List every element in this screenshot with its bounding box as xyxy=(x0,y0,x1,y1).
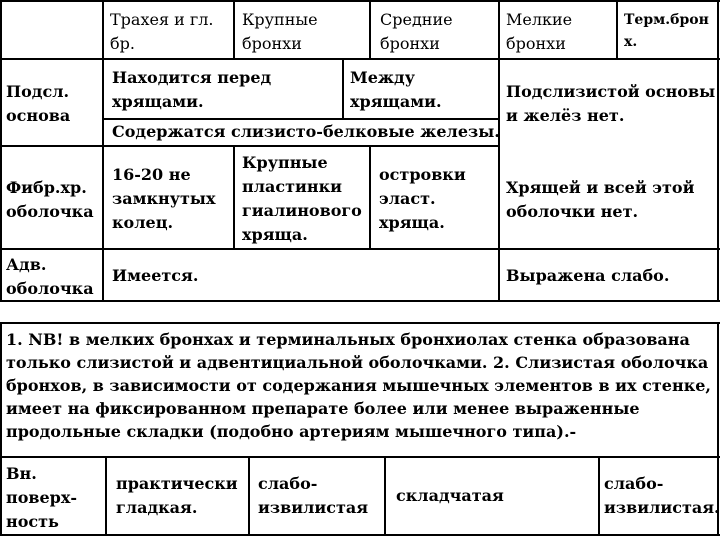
cell-submucosa-medium: Между хрящами. xyxy=(350,68,442,111)
header-small-bronchi: Мелкие бронхи xyxy=(506,10,573,53)
cell-inner-surface-large: слабо- извилистая xyxy=(258,474,369,517)
header-trachea: Трахея и гл. бр. xyxy=(110,10,214,53)
row-label-submucosa: Подсл. основа xyxy=(6,82,71,125)
row-label-fibrocartilaginous: Фибр.хр. оболочка xyxy=(6,178,94,221)
cell-submucosa-glands: Содержатся слизисто-белковые железы. xyxy=(112,122,500,141)
cell-fibrocart-small-term: Хрящей и всей этой оболочки нет. xyxy=(506,178,695,221)
header-medium-bronchi: Средние бронхи xyxy=(380,10,453,53)
cell-adventitia-present: Имеется. xyxy=(112,266,199,285)
cell-inner-surface-small-term: слабо- извилистая. xyxy=(604,474,720,517)
cell-submucosa-trachea-large: Находится перед хрящами. xyxy=(112,68,272,111)
row-label-inner-surface: Вн. поверх- ность xyxy=(6,464,78,531)
cell-adventitia-small-term: Выражена слабо. xyxy=(506,266,670,285)
note-text: 1. NB! в мелких бронхах и терминальных бронхиолах стенка образована только слизистой и адвентициальной оболочками. 2. Слизистая оболочка бронхов, в зависимости от содержания мышечных элементов в их стенке, имеет на фиксированном препарате более или менее выраженные продольные складки (подобно артериям мышечного типа).- xyxy=(6,330,711,441)
row-label-adventitia: Адв. оболочка xyxy=(6,255,94,298)
cell-inner-surface-trachea: практически гладкая. xyxy=(116,474,238,517)
cell-fibrocart-large: Крупные пластинки гиалинового хряща. xyxy=(242,153,362,244)
header-large-bronchi: Крупные бронхи xyxy=(242,10,318,53)
cell-fibrocart-medium: островки эласт. хряща. xyxy=(379,165,466,232)
cell-fibrocart-trachea: 16-20 не замкнутых колец. xyxy=(112,165,216,232)
cell-inner-surface-medium: складчатая xyxy=(396,486,504,505)
cell-submucosa-small-term: Подслизистой основы и желёз нет. xyxy=(506,82,716,125)
header-terminal-bronchioles: Терм.брон х. xyxy=(624,12,709,50)
